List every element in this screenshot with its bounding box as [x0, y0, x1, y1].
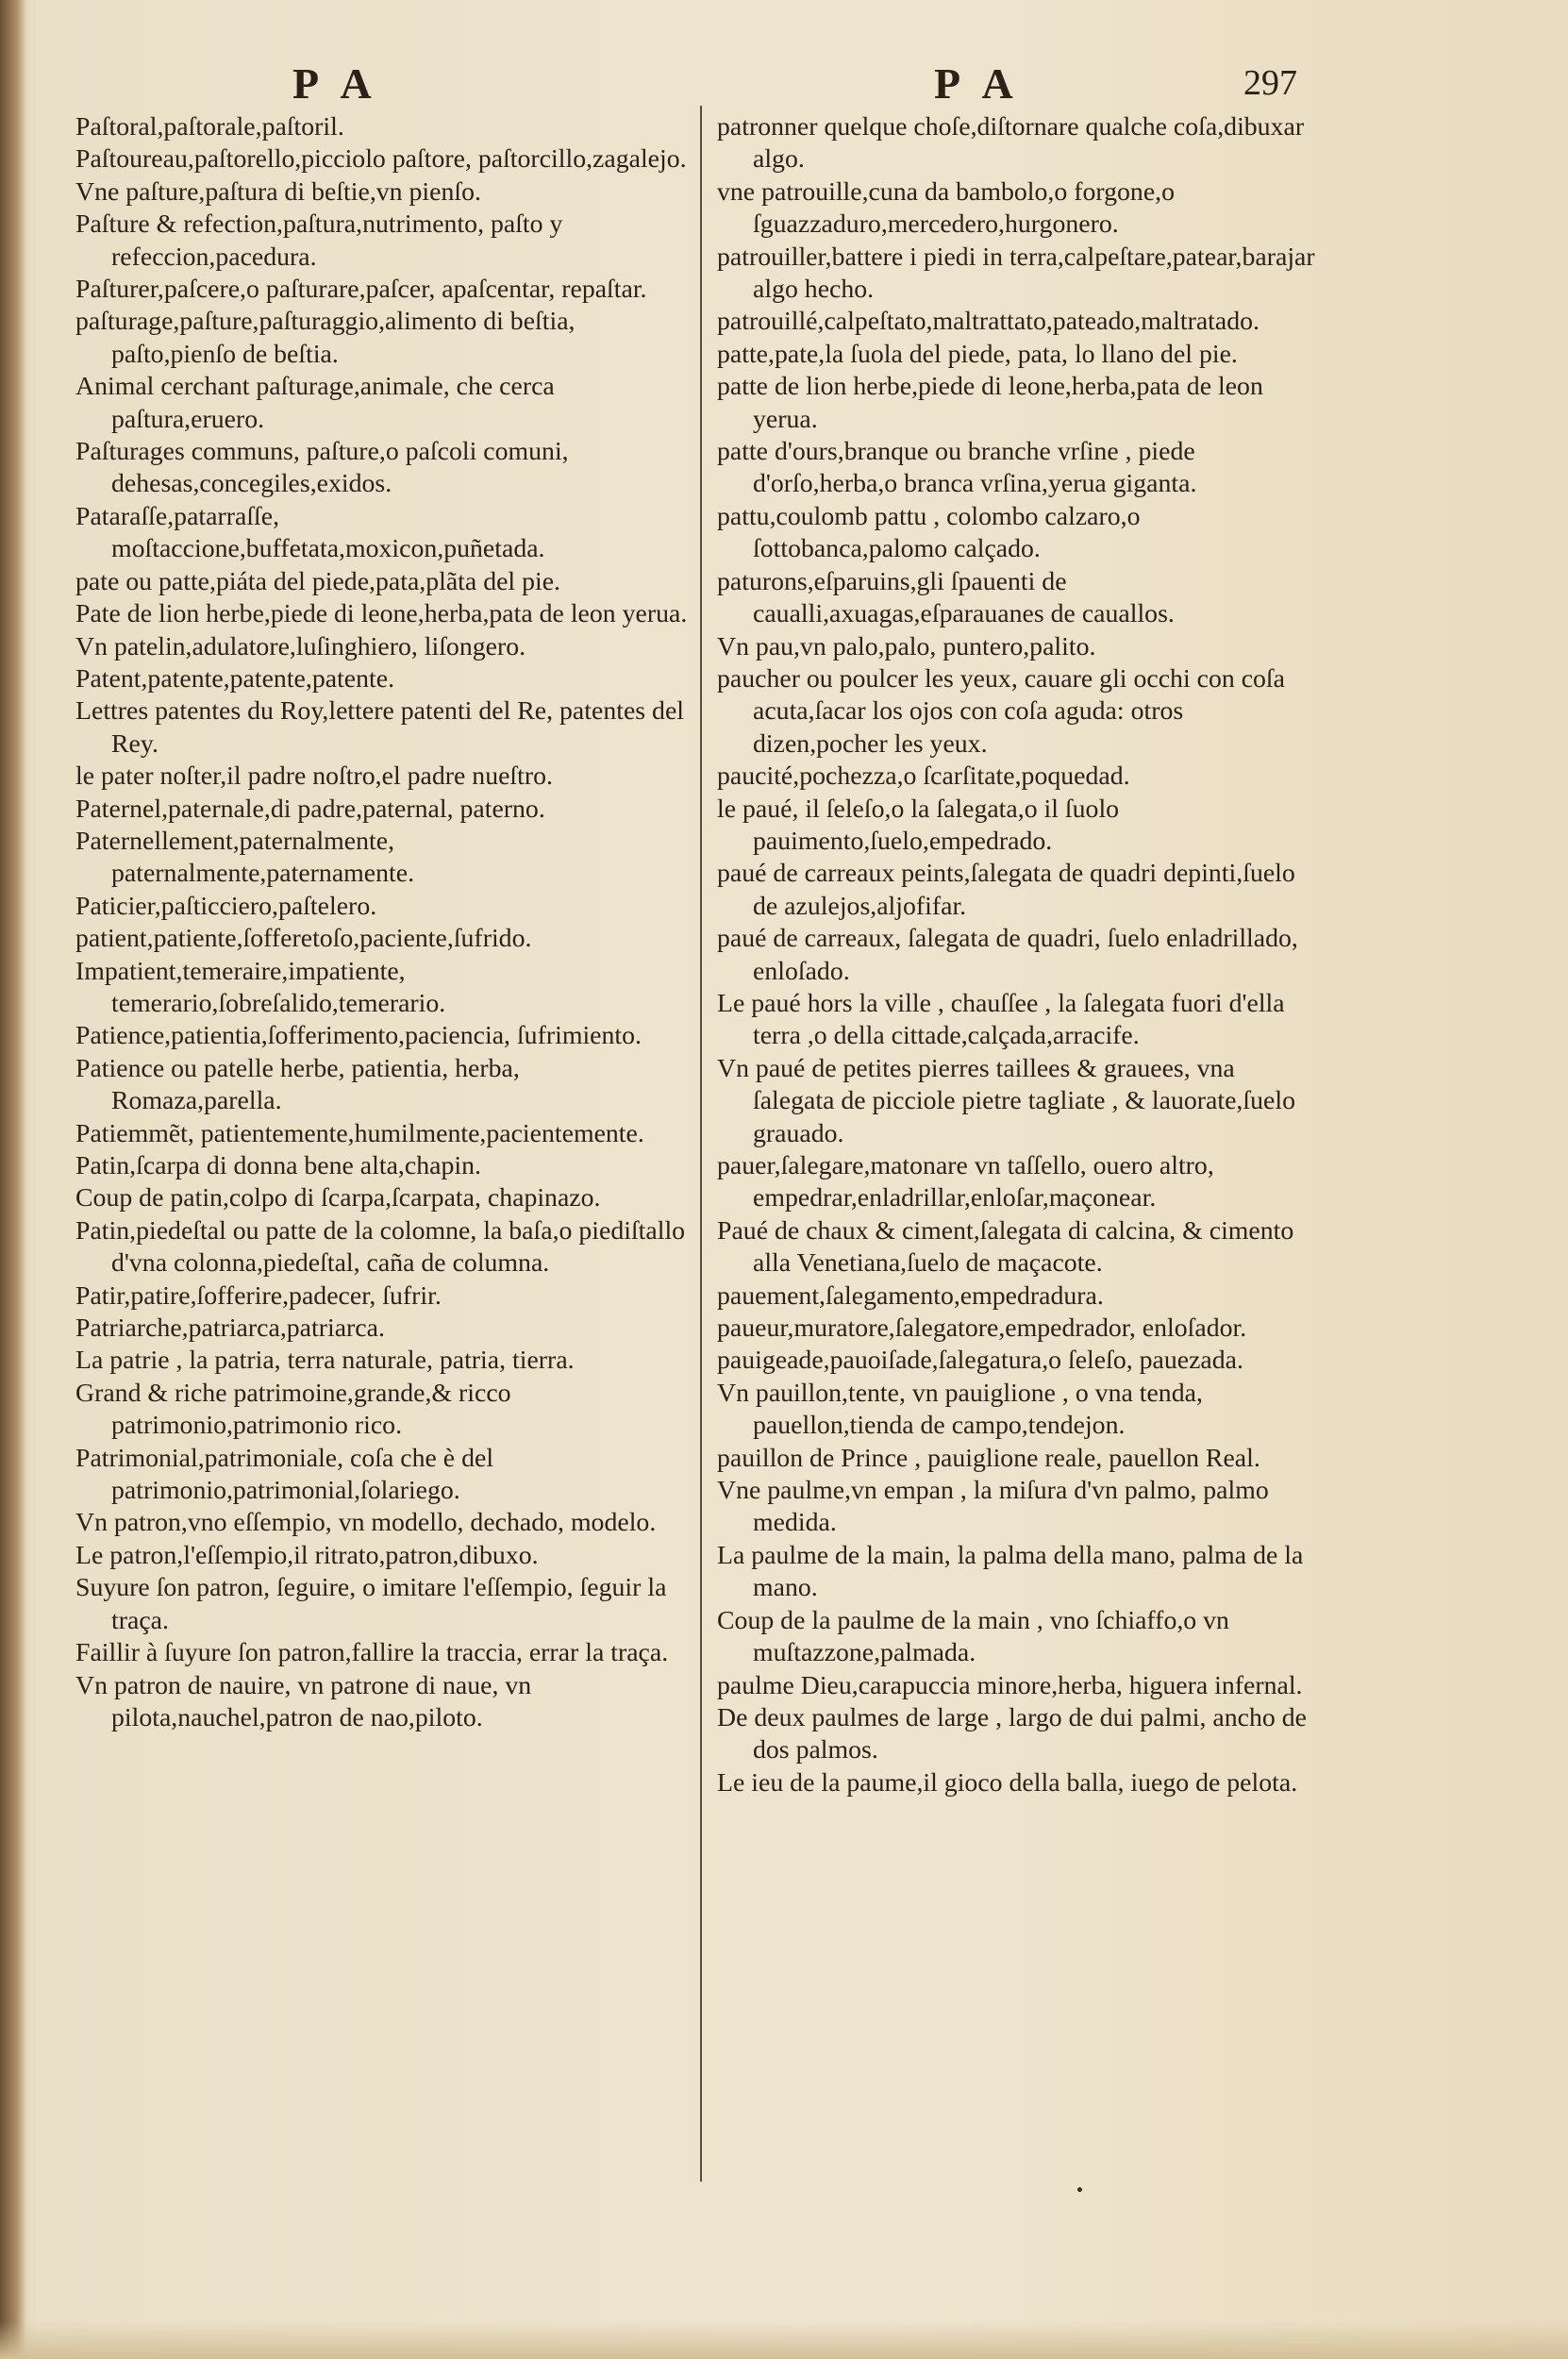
- page-number: 297: [1243, 63, 1297, 103]
- dictionary-entry: Le paué hors la ville , chauſſee , la ſalegata fuori d'ella terra ,o della cittade,calçada,arracife.: [717, 988, 1285, 1051]
- dictionary-entry: Patrimonial,patrimoniale, coſa che è del patrimonio,patrimonial,ſolariego.: [75, 1443, 494, 1506]
- dictionary-entry: le pater noſter,il padre noſtro,el padre nueſtro.: [75, 761, 553, 792]
- dictionary-entry: paucher ou poulcer les yeux, cauare gli occhi con coſa acuta,ſacar los ojos con coſa aguda: otros dizen,pocher les yeux.: [717, 663, 1285, 759]
- dictionary-entry: paueur,muratore,ſalegatore,empedrador, enloſador.: [717, 1313, 1247, 1344]
- dictionary-entry: Impatient,temeraire,impatiente, temerario,ſobreſalido,temerario.: [75, 956, 446, 1018]
- dictionary-entry: patrouiller,battere i piedi in terra,calpeſtare,patear,barajar algo hecho.: [717, 242, 1315, 305]
- dictionary-entry: Pate de lion herbe,piede di leone,herba,pata de leon yerua.: [75, 599, 688, 629]
- dictionary-entry: patronner quelque choſe,diſtornare qualche coſa,dibuxar algo.: [717, 112, 1305, 175]
- dictionary-entry: patient,patiente,ſofferetoſo,paciente,ſufrido.: [75, 924, 532, 954]
- dictionary-entry: paturons,eſparuins,gli ſpauenti de caualli,axuagas,eſparauanes de cauallos.: [717, 566, 1175, 629]
- dictionary-entry: Paticier,paſticciero,paſtelero.: [75, 891, 377, 921]
- dictionary-entry: vne patrouille,cuna da bambolo,o forgone,o ſguazzaduro,mercedero,hurgonero.: [717, 176, 1176, 240]
- dictionary-entry: Paſturer,paſcere,o paſturare,paſcer, apaſcentar, repaſtar.: [75, 275, 647, 305]
- dictionary-entry: Paſture & refection,paſtura,nutrimento, paſto y refeccion,pacedura.: [75, 209, 563, 272]
- right-column: [717, 111, 1321, 1799]
- dictionary-entry: paué de carreaux peints,ſalegata de quadri depinti,ſuelo de azulejos,aljofifar.: [717, 859, 1295, 921]
- dictionary-entry: Patin,ſcarpa di donna bene alta,chapin.: [75, 1151, 481, 1180]
- dictionary-entry: Vn patron de nauire, vn patrone di naue, vn pilota,nauchel,patron de nao,piloto.: [75, 1670, 532, 1732]
- left-running-head: P A: [292, 59, 379, 108]
- dictionary-entry: patrouillé,calpeſtato,maltrattato,pateado,maltratado.: [717, 307, 1259, 337]
- dictionary-entry: De deux paulmes de large , largo de dui palmi, ancho de dos palmos.: [717, 1702, 1307, 1765]
- dictionary-entry: Paternel,paternale,di padre,paternal, paterno.: [75, 794, 545, 824]
- dictionary-entry: Lettres patentes du Roy,lettere patenti del Re, patentes del Rey.: [75, 696, 685, 759]
- dictionary-entry: Paſtoral,paſtorale,paſtoril.: [75, 112, 344, 142]
- dictionary-entry: paulme Dieu,carapuccia minore,herba, higuera infernal.: [717, 1670, 1303, 1700]
- dictionary-entry: Patin,piedeſtal ou patte de la colomne, la baſa,o piediſtallo d'vna colonna,piedeſtal, caña de columna.: [75, 1215, 686, 1279]
- dictionary-entry: le paué, il ſeleſo,o la ſalegata,o il ſuolo pauimento,ſuelo,empedrado.: [717, 794, 1120, 856]
- dictionary-entry: Paſturages communs, paſture,o paſcoli comuni, dehesas,concegiles,exidos.: [75, 437, 569, 499]
- dictionary-entry: paſturage,paſture,paſturaggio,alimento di beſtia, paſto,pienſo de beſtia.: [75, 307, 575, 369]
- dictionary-entry: Pataraſſe,patarraſſe, moſtaccione,buffetata,moxicon,puñetada.: [75, 501, 545, 564]
- dictionary-entry: Vne paulme,vn empan , la miſura d'vn palmo, palmo medida.: [717, 1476, 1269, 1538]
- dictionary-entry: Coup de patin,colpo di ſcarpa,ſcarpata, chapinazo.: [75, 1183, 601, 1213]
- dictionary-entry: Vn paué de petites pierres taillees & grauees, vna ſalegata de picciole pietre tagliate , & lauorate,ſuelo grauado.: [717, 1053, 1295, 1148]
- dictionary-entry: Paſtoureau,paſtorello,picciolo paſtore, paſtorcillo,zagalejo.: [75, 144, 687, 175]
- dictionary-entry: Vn patelin,adulatore,luſinghiero, liſongero.: [75, 631, 526, 661]
- dictionary-entry: Paternellement,paternalmente, paternalmente,paternamente.: [75, 826, 415, 889]
- dictionary-entry: Vn patron,vno eſſempio, vn modello, dechado, modelo.: [75, 1508, 657, 1538]
- dictionary-entry: La patrie , la patria, terra naturale, patria, tierra.: [75, 1346, 575, 1376]
- dictionary-entry: pattu,coulomb pattu , colombo calzaro,o ſottobanca,palomo calçado.: [717, 501, 1141, 564]
- dictionary-entry: Le patron,l'eſſempio,il ritrato,patron,dibuxo.: [75, 1540, 539, 1570]
- dictionary-entry: Patriarche,patriarca,patriarca.: [75, 1313, 385, 1344]
- dictionary-entry: pauillon de Prince , pauiglione reale, pauellon Real.: [717, 1443, 1260, 1473]
- dictionary-entry: Vne paſture,paſtura di beſtie,vn pienſo.: [75, 176, 481, 207]
- dictionary-entry: paucité,pochezza,o ſcarſitate,poquedad.: [717, 761, 1130, 792]
- dictionary-entry: Le ieu de la paume,il gioco della balla, iuego de pelota.: [717, 1767, 1298, 1798]
- dictionary-entry: Faillir à ſuyure ſon patron,fallire la traccia, errar la traça.: [75, 1638, 669, 1668]
- book-spine: [0, 0, 26, 2359]
- dictionary-entry: Vn pau,vn palo,palo, puntero,palito.: [717, 631, 1096, 661]
- right-running-head: P A: [934, 59, 1021, 108]
- dictionary-entry: Patir,patire,ſofferire,padecer, ſufrir.: [75, 1280, 442, 1311]
- dictionary-entry: Animal cerchant paſturage,animale, che cerca paſtura,eruero.: [75, 372, 555, 434]
- dictionary-entry: Paué de chaux & ciment,ſalegata di calcina, & cimento alla Venetiana,ſuelo de maçacote.: [717, 1215, 1294, 1279]
- dictionary-entry: patte,pate,la ſuola del piede, pata, lo llano del pie.: [717, 339, 1238, 369]
- dictionary-entry: patte d'ours,branque ou branche vrſine , piede d'orſo,herba,o branca vrſina,yerua giganta.: [717, 437, 1197, 499]
- dictionary-entry: pauer,ſalegare,matonare vn taſſello, ouero altro, empedrar,enladrillar,enloſar,maçonear.: [717, 1151, 1214, 1213]
- ink-speck: [1077, 2187, 1082, 2192]
- page-edge: [0, 2321, 1568, 2359]
- dictionary-entry: pauigeade,pauoiſade,ſalegatura,o ſeleſo, pauezada.: [717, 1346, 1243, 1376]
- dictionary-entry: Vn pauillon,tente, vn pauiglione , o vna tenda, pauellon,tienda de campo,tendejon.: [717, 1378, 1203, 1441]
- dictionary-entry: Suyure ſon patron, ſeguire, o imitare l'eſſempio, ſeguir la traça.: [75, 1573, 667, 1635]
- dictionary-entry: patte de lion herbe,piede di leone,herba,pata de leon yerua.: [717, 372, 1263, 434]
- dictionary-entry: Patent,patente,patente,patente.: [75, 663, 395, 694]
- left-column: [75, 111, 689, 1734]
- dictionary-entry: La paulme de la main, la palma della mano, palma de la mano.: [717, 1540, 1304, 1603]
- dictionary-entry: Patience ou patelle herbe, patientia, herba, Romaza,parella.: [75, 1053, 520, 1116]
- dictionary-entry: Patiemmẽt, patientemente,humilmente,pacientemente.: [75, 1118, 644, 1148]
- dictionary-entry: Coup de la paulme de la main , vno ſchiaffo,o vn muſtazzone,palmada.: [717, 1605, 1229, 1668]
- column-divider: [700, 106, 702, 2182]
- dictionary-entry: Grand & riche patrimoine,grande,& ricco patrimonio,patrimonio rico.: [75, 1378, 511, 1441]
- dictionary-entry: paué de carreaux, ſalegata de quadri, ſuelo enladrillado, enloſado.: [717, 924, 1298, 986]
- dictionary-entry: Patience,patientia,ſofferimento,paciencia, ſufrimiento.: [75, 1021, 642, 1051]
- dictionary-entry: pauement,ſalegamento,empedradura.: [717, 1280, 1104, 1311]
- dictionary-entry: pate ou patte,piáta del piede,pata,plãta del pie.: [75, 566, 561, 596]
